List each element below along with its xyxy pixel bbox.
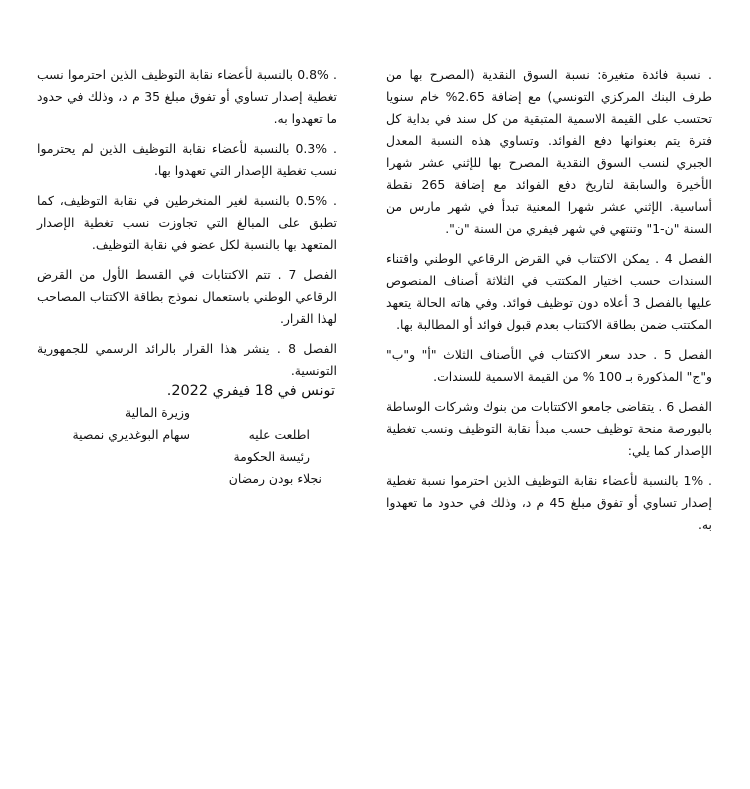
ministry-title: وزيرة المالية <box>125 405 190 420</box>
paragraph-commission-03pct: . 0.3% بالنسبة لأعضاء نقابة التوظيف الذين لم يحترموا نسب تغطية الإصدار التي تعهدوا بها. <box>37 141 337 178</box>
paragraph-article-6: الفصل 6 . يتقاضى جامعو الاكتتابات من بنوك وشركات الوساطة بالبورصة منحة توظيف حسب مبدأ نقابة التوظيف ونسب تغطية الإصدار كما يلي: <box>386 399 712 458</box>
left-column <box>37 64 337 390</box>
gov-head-title: رئيسة الحكومة <box>233 449 310 464</box>
paragraph-commission-08pct: . 0.8% بالنسبة لأعضاء نقابة التوظيف الذين احترموا نسب تغطية إصدار تساوي أو تفوق مبلغ 35 م د، وذلك في حدود ما تعهدوا به. <box>37 67 337 126</box>
right-column <box>386 64 712 544</box>
paragraph-article-8: الفصل 8 . ينشر هذا القرار بالرائد الرسمي للجمهورية التونسية. <box>37 341 338 378</box>
minister-name: سهام البوغديري نمصية <box>72 427 190 442</box>
paragraph-article-5: الفصل 5 . حدد سعر الاكتتاب في الأصناف الثلاث "أ" و"ب" و"ج" المذكورة بـ 100 % من القيمة الاسمية للسندات. <box>386 347 712 384</box>
gov-head-name: نجلاء بودن رمضان <box>228 471 322 486</box>
seen-label: اطلعت عليه <box>248 427 310 442</box>
paragraph-article-7: الفصل 7 . تتم الاكتتابات في القسط الأول من القرض الرقاعي الوطني باستعمال نموذج بطاقة الاكتتاب المصاحب لهذا القرار. <box>37 267 337 326</box>
paragraph-commission-05pct: . 0.5% بالنسبة لغير المنخرطين في نقابة التوظيف، كما تطبق على المبالغ التي تجاوزت نسب تغطية الإصدار المتعهد بها بالنسبة لكل عضو في نقابة التوظيف. <box>37 193 338 252</box>
paragraph-interest-rate: . نسبة فائدة متغيرة: نسبة السوق النقدية (المصرح بها من طرف البنك المركزي التونسي) مع إضافة 2.65% خام سنويا تحتسب على القيمة الاسمية المتبقية من كل سند في بداية كل فترة يتم بعنوانها دفع الفوائد. وتساوي هذه النسبة المعدل الجبري لنسب السوق النقدية المصرح بها للإثني عشر شهرا الأخيرة والسابقة لتاريخ دفع الفوائد مع إضافة 265 نقطة أساسية. الإثني عشر شهرا المعنية تبدأ في شهر مارس من السنة "ن-1" وتنتهي في شهر فيفري من السنة "ن". <box>386 67 712 236</box>
signature-date: تونس في 18 فيفري 2022. <box>166 383 335 399</box>
paragraph-article-4: الفصل 4 . يمكن الاكتتاب في القرض الرقاعي الوطني واقتناء السندات حسب اختيار المكتتب في الثلاثة أصناف المنصوص عليها بالفصل 3 أعلاه دون توظيف فوائد. وفي هاته الحالة يتعهد المكتتب ضمن بطاقة الاكتتاب بعدم قبول فوائد أو المطالبة بها. <box>386 251 712 332</box>
paragraph-commission-1pct: . 1% بالنسبة لأعضاء نقابة التوظيف الذين احترموا نسبة تغطية إصدار تساوي أو تفوق مبلغ 45 م د، وذلك في حدود ما تعهدوا به. <box>386 473 713 532</box>
